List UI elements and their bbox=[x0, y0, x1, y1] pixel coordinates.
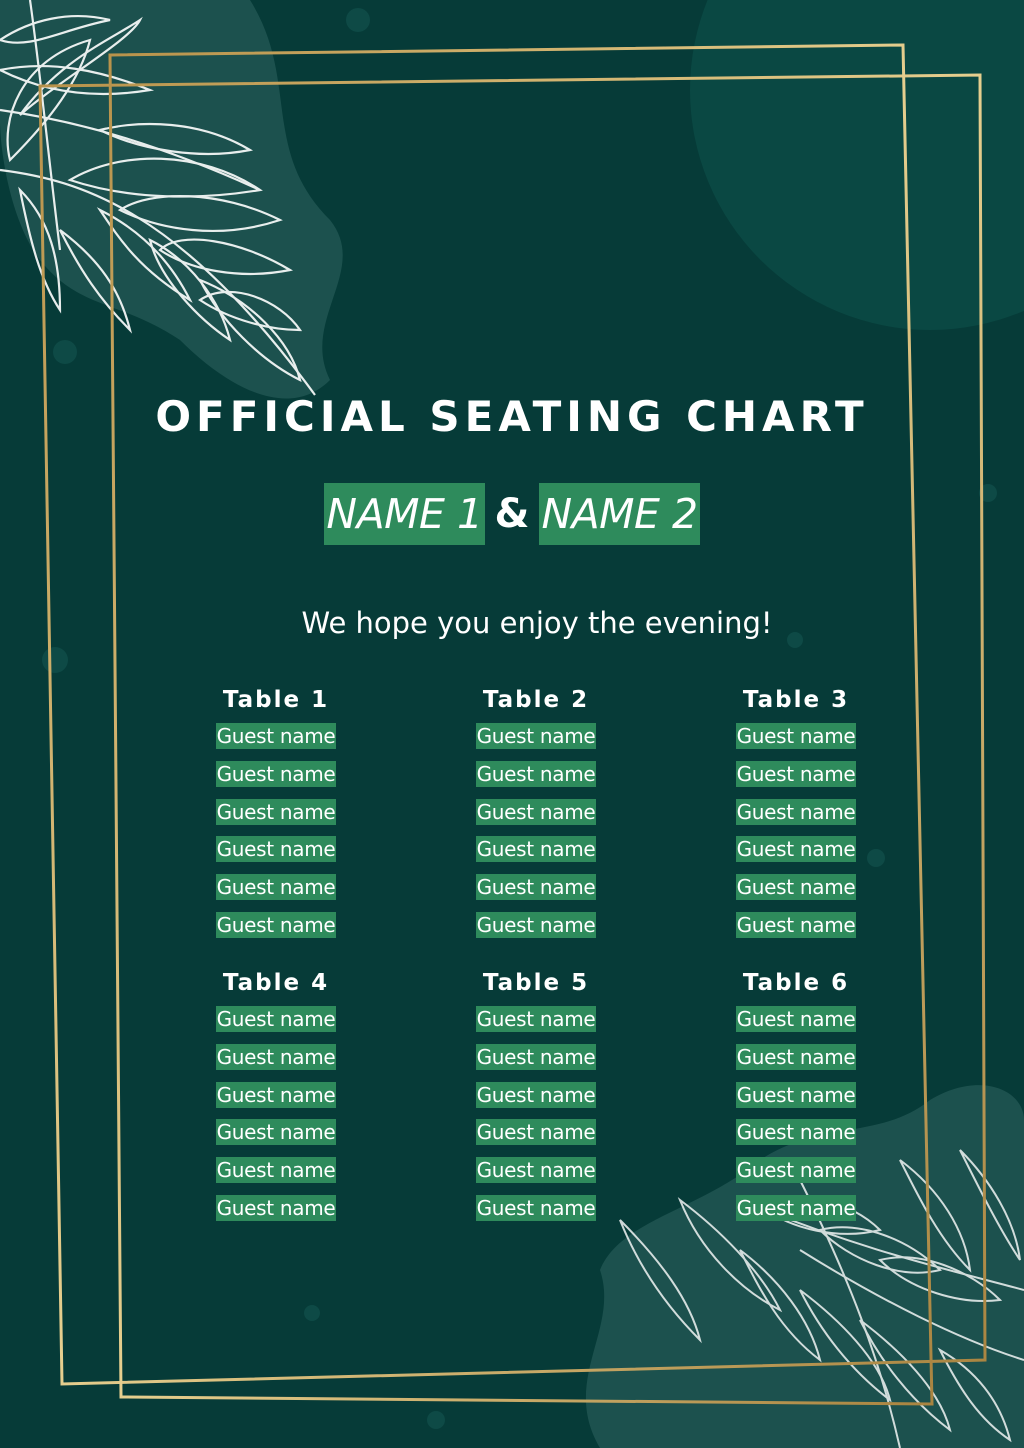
guest-name: Guest name bbox=[216, 1158, 336, 1183]
guest-list bbox=[156, 723, 396, 950]
guest-name: Guest name bbox=[216, 1044, 336, 1069]
guest-item bbox=[156, 799, 396, 837]
page-title: OFFICIAL SEATING CHART bbox=[155, 392, 869, 441]
guest-name: Guest name bbox=[216, 1195, 336, 1220]
table-6 bbox=[676, 968, 916, 1233]
guest-item bbox=[156, 1119, 396, 1157]
guest-item bbox=[416, 1195, 656, 1233]
leaf-shadow-top-left bbox=[0, 0, 343, 399]
guest-item bbox=[156, 1195, 396, 1233]
couple-names bbox=[0, 483, 1024, 545]
guest-item bbox=[156, 1082, 396, 1120]
guest-name: Guest name bbox=[476, 1044, 596, 1069]
guest-item bbox=[416, 1044, 656, 1082]
table-heading: Table 2 bbox=[482, 687, 590, 713]
guest-item bbox=[676, 874, 916, 912]
guest-name: Guest name bbox=[736, 761, 856, 786]
guest-name: Guest name bbox=[736, 1158, 856, 1183]
table-5 bbox=[416, 968, 656, 1233]
guest-name: Guest name bbox=[476, 761, 596, 786]
guest-item bbox=[676, 1157, 916, 1195]
guest-list bbox=[156, 1006, 396, 1233]
guest-item bbox=[676, 1119, 916, 1157]
guest-item bbox=[416, 836, 656, 874]
guest-name: Guest name bbox=[736, 1082, 856, 1107]
guest-item bbox=[416, 1006, 656, 1044]
guest-name: Guest name bbox=[216, 799, 336, 824]
guest-item bbox=[416, 874, 656, 912]
guest-name: Guest name bbox=[476, 912, 596, 937]
guest-item bbox=[676, 799, 916, 837]
guest-name: Guest name bbox=[216, 1082, 336, 1107]
table-3 bbox=[676, 685, 916, 950]
guest-item bbox=[676, 761, 916, 799]
guest-name: Guest name bbox=[216, 724, 336, 748]
guest-name: Guest name bbox=[736, 1007, 856, 1031]
guest-name: Guest name bbox=[216, 875, 336, 900]
guest-item bbox=[156, 912, 396, 950]
guest-name: Guest name bbox=[736, 799, 856, 824]
guest-item bbox=[156, 1157, 396, 1195]
ampersand: & bbox=[494, 491, 530, 537]
table-4 bbox=[156, 968, 396, 1233]
table-heading: Table 1 bbox=[222, 687, 330, 713]
table-heading: Table 6 bbox=[742, 970, 850, 996]
name-1: NAME 1 bbox=[324, 483, 484, 545]
guest-list bbox=[416, 1006, 656, 1233]
guest-name: Guest name bbox=[736, 1195, 856, 1220]
guest-item bbox=[156, 761, 396, 799]
table-heading: Table 3 bbox=[742, 687, 850, 713]
guest-name: Guest name bbox=[736, 724, 856, 748]
guest-item bbox=[156, 874, 396, 912]
guest-name: Guest name bbox=[476, 1082, 596, 1107]
decorative-circle bbox=[690, 0, 1024, 330]
guest-item bbox=[156, 836, 396, 874]
guest-item bbox=[676, 1006, 916, 1044]
guest-name: Guest name bbox=[736, 837, 856, 862]
guest-item bbox=[416, 1157, 656, 1195]
table-heading: Table 5 bbox=[482, 970, 590, 996]
guest-item bbox=[416, 912, 656, 950]
guest-name: Guest name bbox=[476, 1007, 596, 1031]
guest-list bbox=[676, 1006, 916, 1233]
guest-item bbox=[156, 1044, 396, 1082]
guest-name: Guest name bbox=[216, 761, 336, 786]
guest-list bbox=[676, 723, 916, 950]
guest-name: Guest name bbox=[476, 1195, 596, 1220]
guest-name: Guest name bbox=[476, 724, 596, 748]
guest-item bbox=[156, 1006, 396, 1044]
guest-item bbox=[676, 723, 916, 761]
guest-item bbox=[416, 1082, 656, 1120]
table-1 bbox=[156, 685, 396, 950]
guest-name: Guest name bbox=[736, 912, 856, 937]
guest-name: Guest name bbox=[216, 837, 336, 862]
guest-item bbox=[676, 1195, 916, 1233]
guest-name: Guest name bbox=[736, 1044, 856, 1069]
guest-item bbox=[676, 1082, 916, 1120]
guest-item bbox=[416, 799, 656, 837]
guest-name: Guest name bbox=[476, 837, 596, 862]
guest-item bbox=[416, 1119, 656, 1157]
guest-item bbox=[416, 761, 656, 799]
subtitle: We hope you enjoy the evening! bbox=[301, 606, 773, 640]
guest-name: Guest name bbox=[216, 1120, 336, 1145]
name-2: NAME 2 bbox=[539, 483, 699, 545]
guest-list bbox=[416, 723, 656, 950]
guest-name: Guest name bbox=[476, 1120, 596, 1145]
guest-item bbox=[416, 723, 656, 761]
guest-name: Guest name bbox=[216, 912, 336, 937]
guest-item bbox=[676, 836, 916, 874]
guest-item bbox=[676, 1044, 916, 1082]
guest-name: Guest name bbox=[736, 1120, 856, 1145]
guest-name: Guest name bbox=[476, 1158, 596, 1183]
guest-name: Guest name bbox=[476, 875, 596, 900]
table-heading: Table 4 bbox=[222, 970, 330, 996]
guest-item bbox=[676, 912, 916, 950]
guest-name: Guest name bbox=[216, 1007, 336, 1031]
guest-name: Guest name bbox=[736, 875, 856, 900]
table-2 bbox=[416, 685, 656, 950]
guest-name: Guest name bbox=[476, 799, 596, 824]
guest-item bbox=[156, 723, 396, 761]
